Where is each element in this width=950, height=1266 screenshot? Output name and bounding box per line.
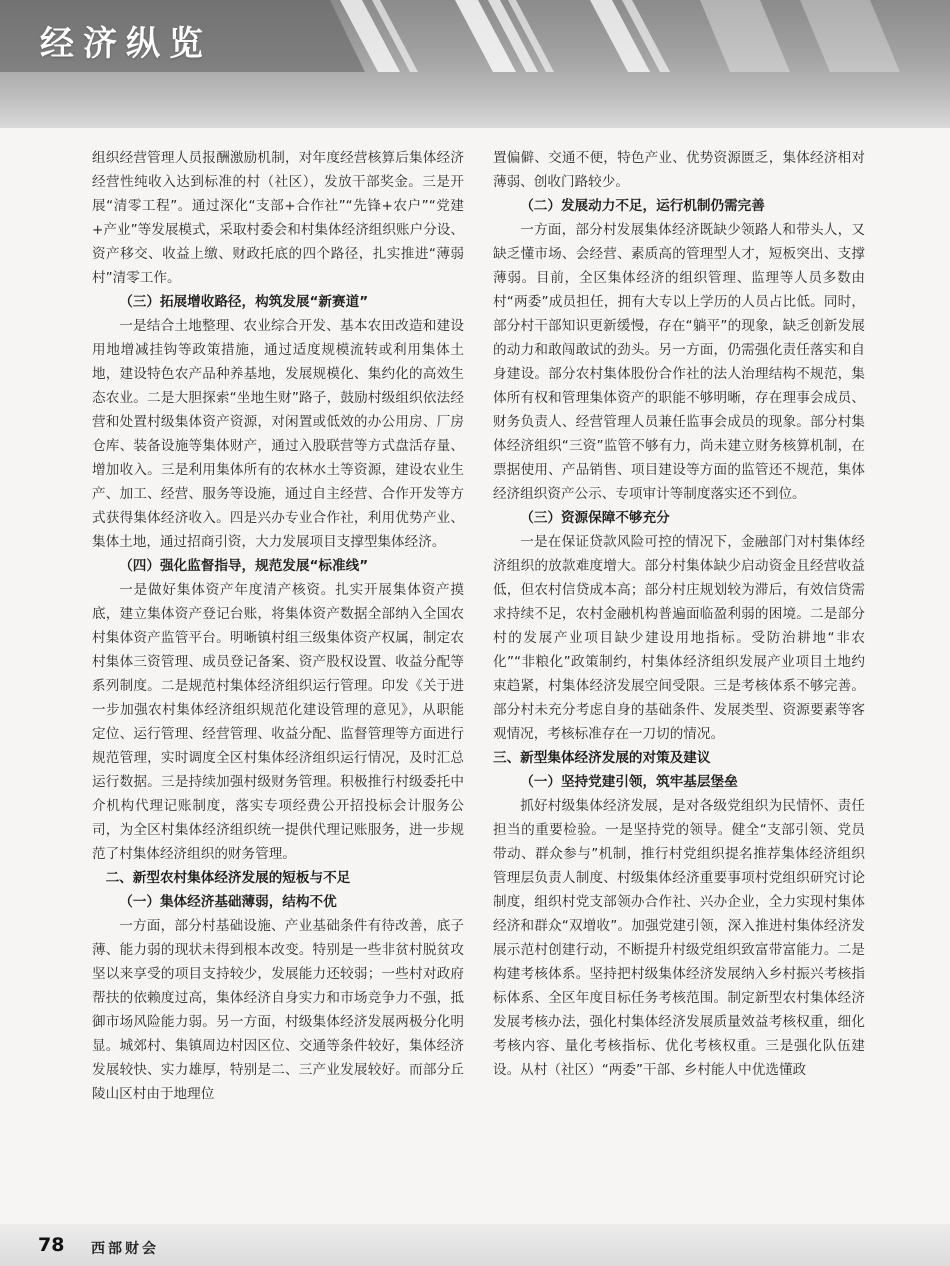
paragraph: 一是结合土地整理、农业综合开发、基本农田改造和建设用地增减挂钩等政策措施，通过适度规模流转或利用集体土地，建设特色农产品种养基地，发展规模化、集约化的高效生态农业。二是大胆探索“坐地生财”路子，鼓励村级组织依法经营和处置村级集体资产资源，对闲置或低效的办公用房、厂房仓库、装备设施等集体财产，通过入股联营等方式盘活存量、增加收入。三是利用集体所有的农林水土等资源，建设农业生产、加工、经营、服务等设施，通过自主经营、合作开发等方式获得集体经济收入。四是兴办专业合作社，利用优势产业、集体土地，通过招商引资，大力发展项目支撑型集体经济。 — [92, 318, 464, 550]
page-footer — [0, 1224, 950, 1266]
section-heading: 二、新型农村集体经济发展的短板与不足 — [105, 870, 351, 886]
paragraph: 置偏僻、交通不便，特色产业、优势资源匮乏，集体经济相对薄弱、创收门路较少。 — [493, 150, 865, 190]
magazine-name: 西部财会 — [91, 1241, 159, 1257]
subheading: （一）坚持党建引领，筑牢基层堡垒 — [520, 774, 738, 790]
subheading: （三）拓展增收路径，构筑发展“新赛道” — [119, 294, 369, 310]
subheading: （一）集体经济基础薄弱，结构不优 — [119, 894, 337, 910]
paragraph: 一是做好集体资产年度清产核资。扎实开展集体资产摸底，建立集体资产登记台账，将集体资产数据全部纳入全国农村集体资产监管平台。明晰镇村组三级集体资产权属，制定农村集体三资管理、成员登记备案、资产股权设置、收益分配等系列制度。二是规范村集体经济组织运行管理。印发《关于进一步加强农村集体经济组织规范化建设管理的意见》，从职能定位、运行管理、经营管理、收益分配、监督管理等方面进行规范管理，实时调度全区村集体经济组织运行情况，及时汇总运行数据。三是持续加强村级财务管理。积极推行村级委托中介机构代理记账制度，落实专项经费公开招投标会计服务公司，为全区村集体经济组织统一提供代理记账服务，进一步规范了村集体经济组织的财务管理。 — [92, 582, 464, 862]
paragraph: 一是在保证贷款风险可控的情况下，金融部门对村集体经济组织的放款难度增大。部分村集体缺少启动资金且经营收益低，但农村信贷成本高；部分村庄规划较为滞后，有效信贷需求持续不足，农村金融机构普遍面临盈利弱的困境。二是部分村的发展产业项目缺少建设用地指标。受防治耕地“非农化”“非粮化”政策制约，村集体经济组织发展产业项目土地约束趋紧，村集体经济发展空间受限。三是考核体系不够完善。部分村未充分考虑自身的基础条件、发展类型、资源要素等客观情况，考核标准存在一刀切的情况。 — [493, 534, 865, 742]
paragraph: 组织经营管理人员报酬激励机制，对年度经营核算后集体经济经营性纯收入达到标准的村（社区），发放干部奖金。三是开展“清零工程”。通过深化“支部+合作社”“先锋+农户”“党建+产业”等发展模式，采取村委会和村集体经济组织账户分设、资产移交、收益上缴、财政托底的四个路径，扎实推进“薄弱村”清零工作。 — [92, 150, 464, 286]
right-column — [493, 146, 865, 1082]
paragraph: 一方面，部分村基础设施、产业基础条件有待改善，底子薄、能力弱的现状未得到根本改变。特别是一些非贫村脱贫攻坚以来享受的项目支持较少，发展能力还较弱；一些村对政府帮扶的依赖度过高，集体经济自身实力和市场竞争力不强，抵御市场风险能力弱。另一方面，村级集体经济发展两极分化明显。城郊村、集镇周边村因区位、交通等条件较好，集体经济发展较快、实力雄厚，特别是二、三产业发展较好。而部分丘陵山区村由于地理位 — [92, 918, 464, 1102]
paragraph: 抓好村级集体经济发展，是对各级党组织为民情怀、责任担当的重要检验。一是坚持党的领导。健全“支部引领、党员带动、群众参与”机制，推行村党组织提名推荐集体经济组织管理层负责人制度、村级集体经济重要事项村党组织研究讨论制度，组织村党支部领办合作社、兴办企业，全力实现村集体经济和群众“双增收”。加强党建引领，深入推进村集体经济发展示范村创建行动，不断提升村级党组织致富带富能力。二是构建考核体系。坚持把村级集体经济发展纳入乡村振兴考核指标体系、全区年度目标任务考核范围。制定新型农村集体经济发展考核办法，强化村集体经济发展质量效益考核权重，细化考核内容、量化考核指标、优化考核权重。三是强化队伍建设。从村（社区）“两委”干部、乡村能人中优选懂政 — [493, 798, 865, 1078]
page-header — [0, 0, 950, 128]
section-heading: 三、新型集体经济发展的对策及建议 — [493, 750, 711, 766]
left-column — [92, 146, 464, 1106]
subheading: （三）资源保障不够充分 — [520, 510, 670, 526]
paragraph: 一方面，部分村发展集体经济既缺少领路人和带头人，又缺乏懂市场、会经营、素质高的管理型人才，短板突出、支撑薄弱。目前，全区集体经济的组织管理、监理等人员多数由村“两委”成员担任，拥有大专以上学历的人员占比低。同时，部分村干部知识更新缓慢，存在“躺平”的现象，缺乏创新发展的动力和敢闯敢试的劲头。另一方面，仍需强化责任落实和自身建设。部分农村集体股份合作社的法人治理结构不规范，集体所有权和管理集体资产的职能不够明晰，存在理事会成员、财务负责人、经营管理人员兼任监事会成员的现象。部分村集体经济组织“三资”监管不够有力，尚未建立财务核算机制，在票据使用、产品销售、项目建设等方面的监管还不规范，集体经济组织资产公示、专项审计等制度落实还不到位。 — [493, 222, 865, 502]
subheading: （四）强化监督指导，规范发展“标准线” — [119, 558, 369, 574]
page-number: 78 — [38, 1234, 65, 1256]
section-title: 经济纵览 — [40, 24, 212, 64]
subheading: （二）发展动力不足，运行机制仍需完善 — [520, 198, 765, 214]
